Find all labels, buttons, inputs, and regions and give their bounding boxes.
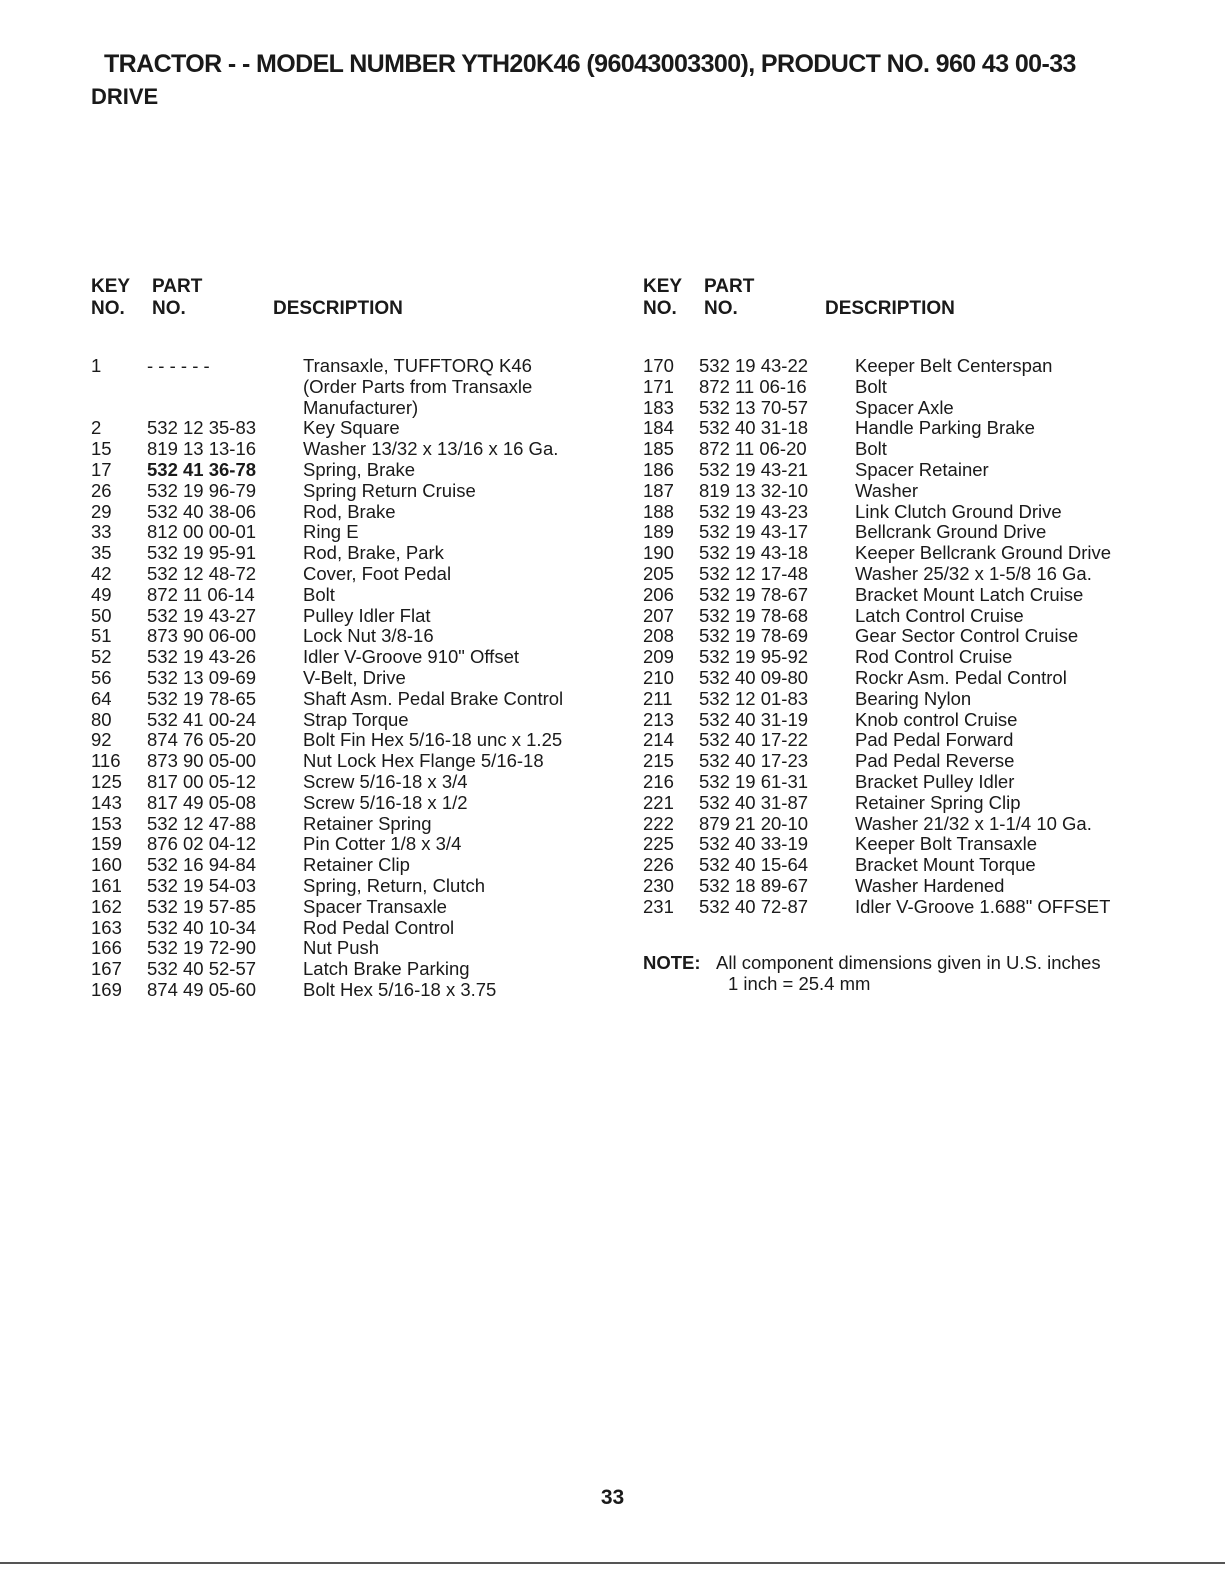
part-description: Bearing Nylon: [855, 687, 972, 709]
part-description: Retainer Clip: [303, 854, 410, 876]
table-row: [643, 585, 1143, 606]
table-row: [91, 481, 611, 502]
part-description: Strap Torque: [303, 708, 409, 730]
part-number: 532 12 01-83: [699, 687, 809, 709]
part-number: 819 13 32-10: [699, 479, 809, 501]
part-header-line2: NO.: [704, 298, 738, 319]
key-number: 52: [91, 646, 112, 668]
table-row: [91, 855, 611, 876]
part-number: 532 40 31-19: [699, 708, 809, 730]
table-row: [643, 689, 1143, 710]
key-number: 15: [91, 438, 112, 460]
table-row: [91, 460, 611, 481]
part-number: 817 00 05-12: [147, 770, 257, 792]
part-description: Spring Return Cruise: [303, 479, 476, 501]
key-number: 163: [91, 916, 122, 938]
part-number: 532 40 33-19: [699, 833, 809, 855]
table-row: [643, 543, 1143, 564]
part-description: Screw 5/16-18 x 3/4: [303, 770, 468, 792]
column-headers: [91, 276, 611, 356]
key-number: 56: [91, 666, 112, 688]
part-description: Bracket Mount Torque: [855, 854, 1036, 876]
key-number: 206: [643, 583, 674, 605]
table-row: [643, 647, 1143, 668]
part-number: 532 13 70-57: [699, 396, 809, 418]
key-header-line1: KEY: [643, 276, 683, 297]
part-number: 532 12 48-72: [147, 562, 257, 584]
table-row: [643, 502, 1143, 523]
key-number: 230: [643, 874, 674, 896]
part-number: 872 11 06-20: [699, 438, 807, 460]
key-number: 35: [91, 542, 112, 564]
table-row: [643, 377, 1143, 398]
table-row: [91, 356, 611, 377]
table-row: [643, 398, 1143, 419]
key-number: 188: [643, 500, 674, 522]
key-number: 49: [91, 583, 112, 605]
key-number: 211: [643, 687, 673, 709]
table-row: [91, 814, 611, 835]
part-description: Rockr Asm. Pedal Control: [855, 666, 1067, 688]
table-row: [91, 543, 611, 564]
part-number: 532 40 72-87: [699, 895, 809, 917]
parts-column-right: [643, 276, 1143, 918]
part-number: 532 18 89-67: [699, 874, 809, 896]
key-number: 2: [91, 417, 102, 439]
section-title: DRIVE: [91, 84, 159, 109]
part-description: Latch Control Cruise: [855, 604, 1024, 626]
part-description: Ring E: [303, 521, 359, 543]
key-number: 208: [643, 625, 674, 647]
part-number: 532 40 17-22: [699, 729, 809, 751]
part-number: 532 19 78-69: [699, 625, 809, 647]
table-row: [91, 606, 611, 627]
part-number: 532 40 17-23: [699, 750, 809, 772]
part-description: Spring, Return, Clutch: [303, 874, 486, 896]
part-description: Rod Pedal Control: [303, 916, 455, 938]
table-row: [643, 897, 1143, 918]
key-header-line2: NO.: [643, 298, 677, 319]
part-number: 532 19 43-18: [699, 542, 809, 564]
table-row: [91, 730, 611, 751]
key-number: 215: [643, 750, 674, 772]
part-description: Lock Nut 3/8-16: [303, 625, 434, 647]
table-row: [643, 772, 1143, 793]
part-description: Gear Sector Control Cruise: [855, 625, 1079, 647]
key-number: 169: [91, 978, 122, 1000]
part-description: Nut Push: [303, 937, 380, 959]
key-number: 216: [643, 770, 674, 792]
part-description: Bellcrank Ground Drive: [855, 521, 1047, 543]
part-description: Keeper Bellcrank Ground Drive: [855, 542, 1112, 564]
part-description: Latch Brake Parking: [303, 958, 470, 980]
key-header-line2: NO.: [91, 298, 125, 319]
table-row: [643, 814, 1143, 835]
part-number: 532 19 54-03: [147, 874, 257, 896]
key-number: 190: [643, 542, 674, 564]
key-number: 1: [91, 355, 102, 376]
part-number: 532 19 95-92: [699, 646, 809, 668]
table-row: [91, 897, 611, 918]
table-row: [643, 418, 1143, 439]
part-description: Pad Pedal Forward: [855, 729, 1014, 751]
part-number: 532 19 61-31: [699, 770, 809, 792]
part-description: Screw 5/16-18 x 1/2: [303, 791, 468, 813]
table-row: [91, 938, 611, 959]
part-number: 532 40 15-64: [699, 854, 809, 876]
part-description: Manufacturer): [303, 396, 419, 418]
parts-column-left: [91, 276, 611, 1001]
table-row: [643, 460, 1143, 481]
key-number: 159: [91, 833, 122, 855]
part-description: Keeper Bolt Transaxle: [855, 833, 1038, 855]
part-header-line1: PART: [704, 276, 755, 297]
part-number: 532 12 17-48: [699, 562, 809, 584]
note-label: NOTE:: [643, 952, 701, 973]
part-description: Bracket Pulley Idler: [855, 770, 1015, 792]
table-row: [643, 626, 1143, 647]
key-number: 214: [643, 729, 674, 751]
part-number: 873 90 06-00: [147, 625, 257, 647]
key-number: 231: [643, 895, 674, 917]
table-row: [91, 626, 611, 647]
key-number: 205: [643, 562, 674, 584]
key-number: 183: [643, 396, 674, 418]
table-row: [643, 668, 1143, 689]
part-description: Link Clutch Ground Drive: [855, 500, 1062, 522]
page-title: TRACTOR - - MODEL NUMBER YTH20K46 (96043003300), PRODUCT NO. 960 43 00-33: [104, 50, 1076, 78]
key-number: 170: [643, 355, 674, 376]
part-number: 532 19 96-79: [147, 479, 257, 501]
table-row: [91, 980, 611, 1001]
part-description: Washer Hardened: [855, 874, 1005, 896]
part-number: 532 19 78-68: [699, 604, 809, 626]
part-number: 872 11 06-14: [147, 583, 255, 605]
table-row: [91, 398, 611, 419]
table-row: [643, 730, 1143, 751]
table-row: [91, 876, 611, 897]
table-row: [643, 481, 1143, 502]
bottom-rule: [0, 1562, 1225, 1564]
part-number: 873 90 05-00: [147, 750, 257, 772]
key-number: 187: [643, 479, 674, 501]
key-number: 161: [91, 874, 122, 896]
note-line-2: 1 inch = 25.4 mm: [728, 973, 871, 994]
part-description: (Order Parts from Transaxle: [303, 375, 533, 397]
table-row: [643, 834, 1143, 855]
part-number: 532 41 00-24: [147, 708, 257, 730]
table-row: [91, 439, 611, 460]
key-number: 17: [91, 458, 112, 480]
key-header-line1: KEY: [91, 276, 131, 297]
part-number: 532 19 43-22: [699, 355, 809, 376]
table-row: [91, 585, 611, 606]
part-description: Washer: [855, 479, 919, 501]
part-description: Handle Parking Brake: [855, 417, 1035, 439]
part-number: 532 12 35-83: [147, 417, 257, 439]
table-row: [91, 959, 611, 980]
part-description: Washer 13/32 x 13/16 x 16 Ga.: [303, 438, 559, 460]
key-number: 210: [643, 666, 674, 688]
part-description: Retainer Spring Clip: [855, 791, 1021, 813]
table-row: [91, 377, 611, 398]
table-row: [91, 522, 611, 543]
part-number: 532 16 94-84: [147, 854, 257, 876]
part-description: Cover, Foot Pedal: [303, 562, 452, 584]
part-header-line2: NO.: [152, 298, 186, 319]
part-description: Bolt Fin Hex 5/16-18 unc x 1.25: [303, 729, 563, 751]
part-number: 532 19 95-91: [147, 542, 257, 564]
key-number: 207: [643, 604, 674, 626]
part-description: Key Square: [303, 417, 400, 439]
table-row: [643, 751, 1143, 772]
part-number: 532 13 09-69: [147, 666, 257, 688]
key-number: 125: [91, 770, 122, 792]
part-description: Transaxle, TUFFTORQ K46: [303, 355, 532, 376]
part-description: Pulley Idler Flat: [303, 604, 431, 626]
key-number: 185: [643, 438, 674, 460]
part-description: Spacer Transaxle: [303, 895, 447, 917]
part-number: 532 40 10-34: [147, 916, 257, 938]
table-row: [643, 564, 1143, 585]
part-description: Rod, Brake, Park: [303, 542, 444, 564]
part-number: 874 76 05-20: [147, 729, 257, 751]
column-headers: [643, 276, 1143, 356]
key-number: 29: [91, 500, 112, 522]
key-number: 226: [643, 854, 674, 876]
table-row: [643, 793, 1143, 814]
key-number: 51: [91, 625, 112, 647]
table-row: [91, 710, 611, 731]
key-number: 80: [91, 708, 112, 730]
part-description: Spacer Retainer: [855, 458, 989, 480]
table-row: [91, 418, 611, 439]
key-number: 42: [91, 562, 112, 584]
part-description: Retainer Spring: [303, 812, 432, 834]
part-description: Bolt: [303, 583, 335, 605]
table-row: [643, 876, 1143, 897]
part-description: Keeper Belt Centerspan: [855, 355, 1053, 376]
table-row: [91, 772, 611, 793]
table-row: [643, 439, 1143, 460]
table-row: [91, 564, 611, 585]
key-number: 92: [91, 729, 112, 751]
table-row: [91, 502, 611, 523]
part-number: 532 40 31-87: [699, 791, 809, 813]
part-number: 817 49 05-08: [147, 791, 257, 813]
part-description: V-Belt, Drive: [303, 666, 406, 688]
part-number: 532 19 43-26: [147, 646, 257, 668]
part-description: Bracket Mount Latch Cruise: [855, 583, 1084, 605]
part-number: 532 40 31-18: [699, 417, 809, 439]
part-number: 532 19 72-90: [147, 937, 257, 959]
part-description: Bolt: [855, 438, 887, 460]
page-number: 33: [600, 1486, 625, 1509]
table-row: [91, 793, 611, 814]
part-number: 532 19 78-67: [699, 583, 809, 605]
part-number: 819 13 13-16: [147, 438, 257, 460]
part-number: 532 19 57-85: [147, 895, 257, 917]
part-header-line1: PART: [152, 276, 203, 297]
table-row: [91, 751, 611, 772]
description-header: DESCRIPTION: [825, 298, 955, 319]
table-row: [91, 689, 611, 710]
part-description: Rod, Brake: [303, 500, 396, 522]
part-number: 532 41 36-78: [147, 458, 257, 480]
parts-list-left: [91, 356, 611, 1001]
note-line-1: All component dimensions given in U.S. inches: [716, 952, 1101, 973]
key-number: 166: [91, 937, 122, 959]
part-description: Pad Pedal Reverse: [855, 750, 1015, 772]
description-header: DESCRIPTION: [273, 298, 403, 319]
part-number: 532 40 09-80: [699, 666, 809, 688]
key-number: 153: [91, 812, 122, 834]
part-description: Knob control Cruise: [855, 708, 1018, 730]
part-number: 876 02 04-12: [147, 833, 257, 855]
key-number: 171: [643, 375, 674, 397]
part-number: 532 40 38-06: [147, 500, 257, 522]
part-description: Washer 21/32 x 1-1/4 10 Ga.: [855, 812, 1092, 834]
key-number: 222: [643, 812, 674, 834]
part-description: Spacer Axle: [855, 396, 954, 418]
key-number: 167: [91, 958, 122, 980]
part-description: Bolt Hex 5/16-18 x 3.75: [303, 978, 497, 1000]
table-row: [643, 606, 1143, 627]
key-number: 209: [643, 646, 674, 668]
key-number: 184: [643, 417, 674, 439]
table-row: [643, 855, 1143, 876]
key-number: 26: [91, 479, 112, 501]
part-number: 532 19 43-23: [699, 500, 809, 522]
key-number: 189: [643, 521, 674, 543]
part-description: Idler V-Groove 1.688" OFFSET: [855, 895, 1111, 917]
part-description: Washer 25/32 x 1-5/8 16 Ga.: [855, 562, 1092, 584]
table-row: [91, 918, 611, 939]
table-row: [91, 668, 611, 689]
part-number: 532 19 78-65: [147, 687, 257, 709]
part-number: - - - - - -: [147, 355, 210, 376]
part-description: Nut Lock Hex Flange 5/16-18: [303, 750, 544, 772]
part-number: 532 19 43-21: [699, 458, 809, 480]
part-number: 812 00 00-01: [147, 521, 257, 543]
part-number: 874 49 05-60: [147, 978, 257, 1000]
key-number: 116: [91, 750, 121, 772]
key-number: 160: [91, 854, 122, 876]
key-number: 33: [91, 521, 112, 543]
part-number: 872 11 06-16: [699, 375, 807, 397]
part-number: 532 19 43-27: [147, 604, 257, 626]
table-row: [643, 356, 1143, 377]
key-number: 221: [643, 791, 674, 813]
part-number: 879 21 20-10: [699, 812, 809, 834]
key-number: 143: [91, 791, 122, 813]
table-row: [91, 647, 611, 668]
part-description: Spring, Brake: [303, 458, 416, 480]
key-number: 225: [643, 833, 674, 855]
key-number: 64: [91, 687, 112, 709]
table-row: [643, 710, 1143, 731]
part-description: Pin Cotter 1/8 x 3/4: [303, 833, 462, 855]
part-description: Idler V-Groove 910" Offset: [303, 646, 520, 668]
key-number: 50: [91, 604, 112, 626]
part-description: Shaft Asm. Pedal Brake Control: [303, 687, 564, 709]
part-description: Bolt: [855, 375, 887, 397]
table-row: [91, 834, 611, 855]
key-number: 162: [91, 895, 122, 917]
part-number: 532 19 43-17: [699, 521, 809, 543]
part-number: 532 12 47-88: [147, 812, 257, 834]
parts-list-right: [643, 356, 1143, 918]
key-number: 213: [643, 708, 674, 730]
part-number: 532 40 52-57: [147, 958, 257, 980]
table-row: [643, 522, 1143, 543]
part-description: Rod Control Cruise: [855, 646, 1013, 668]
key-number: 186: [643, 458, 674, 480]
